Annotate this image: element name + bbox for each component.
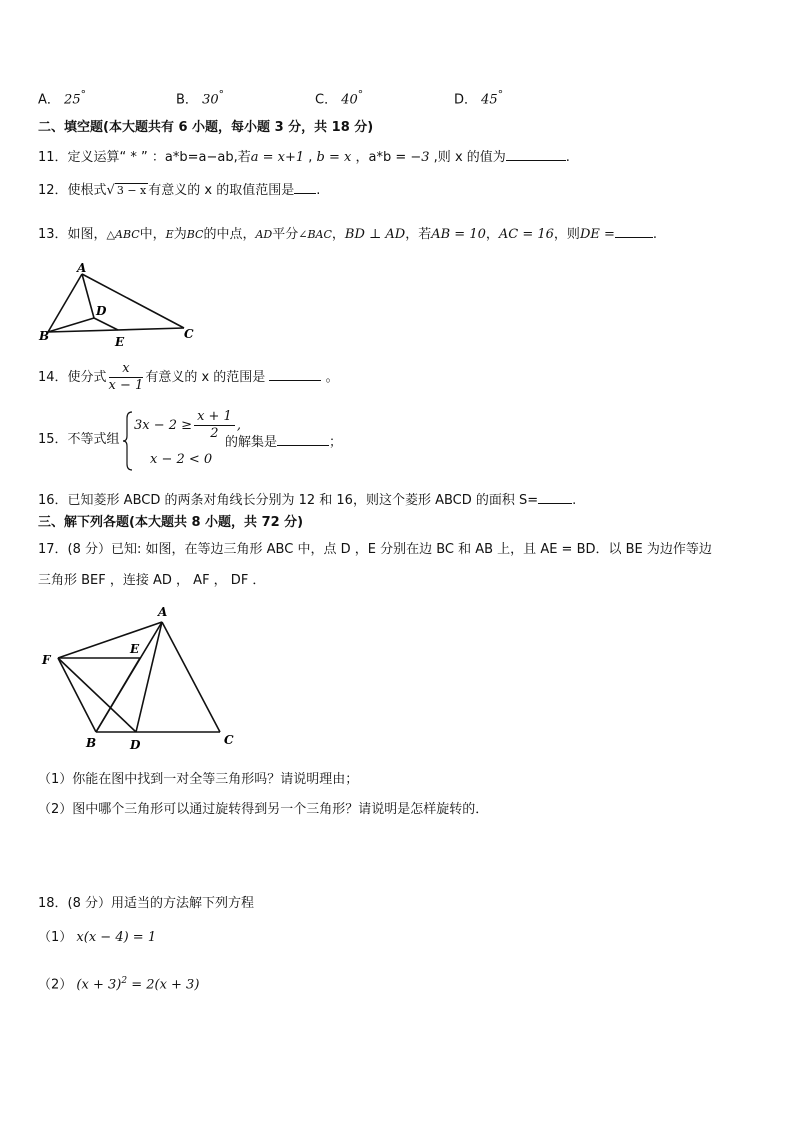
brace-icon xyxy=(122,410,134,472)
fig17-label-b: B xyxy=(86,736,97,750)
answer-blank xyxy=(294,179,316,194)
fig17-label-e: E xyxy=(130,642,140,656)
inequality-row-1: 3x − 2 ≥ $\frac{x + 1}{2}$ , xyxy=(134,409,241,441)
question-17-sub-2: （2）图中哪个三角形可以通过旋转得到另一个三角形？请说明是怎样旋转的． xyxy=(38,802,489,817)
option-d: D． 45° xyxy=(454,88,504,108)
question-18-title: 18．(8 分）用适当的方法解下列方程 xyxy=(38,896,255,911)
fig13-label-b: B xyxy=(39,329,50,343)
answer-blank xyxy=(506,146,566,161)
question-15-suffix: 的解集是 ； xyxy=(225,431,342,452)
figure-q17 xyxy=(38,602,238,752)
fig17-label-d: D xyxy=(130,738,141,752)
question-18-sub-2: （2） $(x + 3)^2 = 2(x + 3)$ xyxy=(38,976,200,993)
fig17-label-a: A xyxy=(158,605,168,619)
section-2-heading: 二、填空题(本大题共有 6 小题，每小题 3 分，共 18 分) xyxy=(38,120,374,135)
sqrt-expression: √ 3 − x xyxy=(106,183,147,198)
fig17-label-c: C xyxy=(224,733,234,747)
option-b: B． 30° xyxy=(176,88,225,108)
question-14: 14．使分式 $\frac{x}{x - 1}$ 有意义的 x 的范围是 。 xyxy=(38,361,339,393)
question-15-prefix: 15．不等式组 xyxy=(38,432,120,447)
question-11: 11．定义运算“ * ” ：a*b=a−ab,若a = x+1 , b = x ，a*b = −3 ,则 x 的值为 . xyxy=(38,146,570,167)
option-a: A． 25° xyxy=(38,88,87,108)
answer-blank xyxy=(269,366,321,381)
answer-blank xyxy=(615,223,653,238)
question-17-line-2: 三角形 BEF ，连接 AD ， AF ， DF ． xyxy=(38,573,266,588)
fig13-label-e: E xyxy=(115,335,125,349)
fig13-label-a: A xyxy=(77,261,87,275)
fig13-label-c: C xyxy=(184,327,194,341)
answer-blank xyxy=(538,489,572,504)
question-18-sub-1: （1） x(x − 4) = 1 xyxy=(38,930,157,945)
fig17-label-f: F xyxy=(42,653,51,667)
section-3-heading: 三、解下列各题(本大题共 8 小题，共 72 分) xyxy=(38,515,304,530)
figure-q13 xyxy=(38,260,198,350)
fig13-label-d: D xyxy=(96,304,107,318)
fraction: $\frac{x}{x - 1}$ xyxy=(108,361,144,393)
question-12: 12．使根式√ 3 − x 有意义的 x 的取值范围是 . xyxy=(38,179,320,200)
inequality-row-2: x − 2 < 0 xyxy=(150,452,213,467)
question-17-sub-1: （1）你能在图中找到一对全等三角形吗？请说明理由； xyxy=(38,772,359,787)
question-17-line-1: 17．(8 分）已知: 如图，在等边三角形 ABC 中，点 D ，E 分别在边 BC 和 AB 上，且 AE = BD．以 BE 为边作等边 xyxy=(38,542,712,557)
question-13: 13．如图，△ABC中，E为BC的中点，AD平分∠BAC，BD ⊥ AD，若AB = 10，AC = 16，则DE = . xyxy=(38,223,657,244)
question-16: 16．已知菱形 ABCD 的两条对角线长分别为 12 和 16，则这个菱形 ABCD 的面积 S= . xyxy=(38,489,576,510)
answer-blank xyxy=(277,431,329,446)
option-c: C． 40° xyxy=(315,88,364,108)
